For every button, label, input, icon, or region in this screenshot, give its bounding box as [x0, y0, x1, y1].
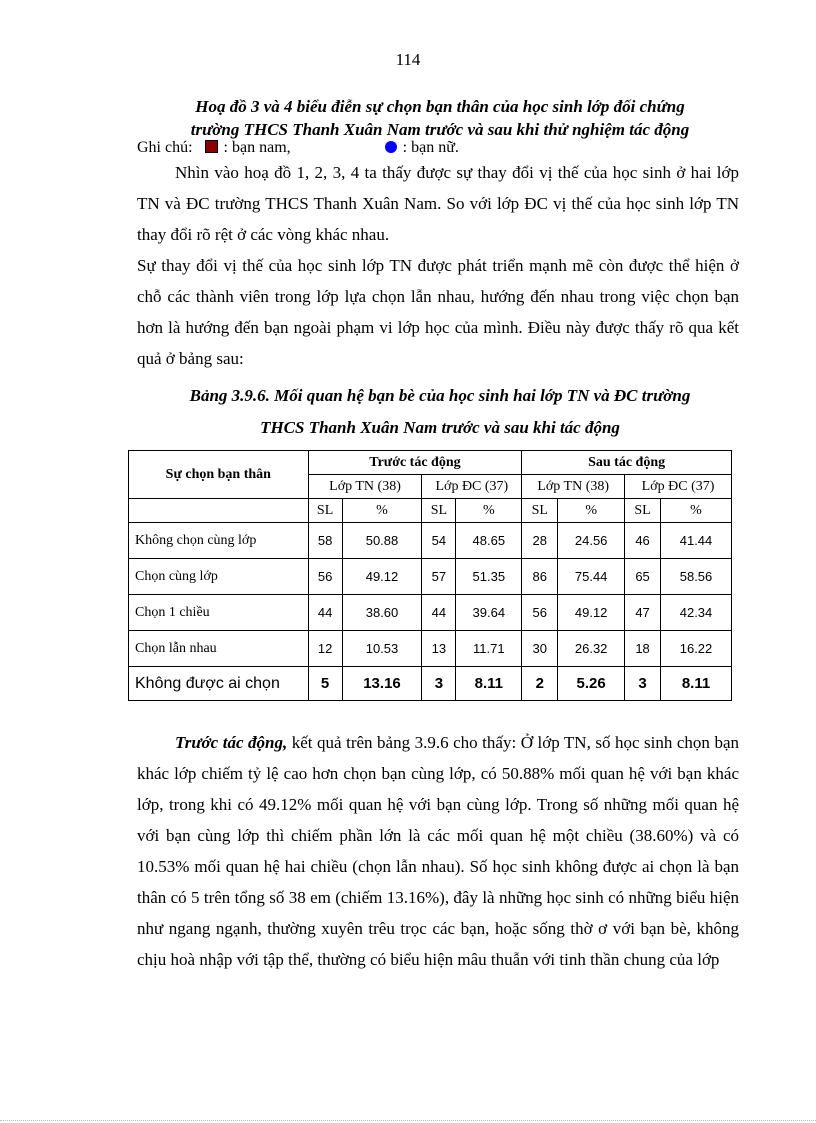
- legend-prefix: Ghi chú:: [137, 139, 193, 156]
- paragraph-1: Nhìn vào hoạ đồ 1, 2, 3, 4 ta thấy được sự thay đổi vị thế của học sinh ở hai lớp TN và ĐC trường THCS Thanh Xuân Nam. So với lớp ĐC vị thế của học sinh lớp TN thay đổi rõ rệt ở các vòng khác nhau.: [137, 163, 739, 244]
- unit-sl: SL: [422, 499, 456, 523]
- legend-male: : bạn nam,: [223, 139, 291, 156]
- row-header: Sự chọn bạn thân: [129, 451, 309, 499]
- table-unit-row: [129, 499, 732, 523]
- table-header-row: [129, 451, 732, 475]
- square-marker-icon: [205, 140, 218, 153]
- table-row: [129, 595, 732, 631]
- cell: 18: [625, 631, 661, 667]
- cell: 30: [522, 631, 558, 667]
- table-row: [129, 631, 732, 667]
- unit-pct: %: [456, 499, 522, 523]
- figure-caption-line-1: Hoạ đồ 3 và 4 biểu điễn sự chọn bạn thân của học sinh lớp đối chứng: [195, 97, 685, 116]
- cell: 57: [422, 559, 456, 595]
- class-dc-after: Lớp ĐC (37): [625, 475, 732, 499]
- legend: [137, 139, 459, 157]
- class-dc-before: Lớp ĐC (37): [422, 475, 522, 499]
- paragraph-3-lead: Trước tác động,: [175, 733, 288, 752]
- cell: 86: [522, 559, 558, 595]
- cell: 46: [625, 523, 661, 559]
- cell: 48.65: [456, 523, 522, 559]
- unit-sl: SL: [625, 499, 661, 523]
- cell: 38.60: [342, 595, 422, 631]
- class-tn-after: Lớp TN (38): [522, 475, 625, 499]
- cell: 47: [625, 595, 661, 631]
- legend-female: : bạn nữ.: [402, 139, 459, 156]
- row-label: Chọn lẫn nhau: [129, 631, 309, 667]
- friendship-table: [128, 450, 732, 701]
- cell: 5: [308, 667, 342, 701]
- cell: 50.88: [342, 523, 422, 559]
- figure-caption: [120, 95, 760, 141]
- paragraph-3: [137, 727, 739, 975]
- paragraph-3-text: kết quả trên bảng 3.9.6 cho thấy: Ở lớp TN, số học sinh chọn bạn khác lớp chiếm tỷ lệ cao hơn chọn bạn cùng lớp, có 50.88% mối quan hệ với bạn khác lớp, trong khi có 49.12% mối quan hệ với bạn cùng lớp. Trong số những mối quan hệ với bạn cùng lớp thì chiếm phần lớn là các mối quan hệ một chiều (38.60%) và có 10.53% mối quan hệ hai chiều (chọn lẫn nhau). Số học sinh không được ai chọn là bạn thân có 5 trên tổng số 38 em (chiếm 13.16%), đây là những học sinh có những biểu hiện như ngang ngạnh, thường xuyên trêu trọc các bạn, hoặc sống thờ ơ với bạn bè, không chịu hoà nhập với tập thể, thường có biểu hiện mâu thuẫn với tinh thần chung của lớp: [137, 733, 739, 969]
- cell: 12: [308, 631, 342, 667]
- cell: 13: [422, 631, 456, 667]
- unit-sl: SL: [308, 499, 342, 523]
- unit-pct: %: [558, 499, 625, 523]
- cell: 3: [422, 667, 456, 701]
- cell: 8.11: [456, 667, 522, 701]
- paragraph-2: Sự thay đổi vị thế của học sinh lớp TN được phát triển mạnh mẽ còn được thể hiện ở chỗ các thành viên trong lớp lựa chọn lẫn nhau, hướng đến nhau trong việc chọn bạn hơn là hướng đến bạn ngoài phạm vi lớp học của mình. Điều này được thấy rõ qua kết quả ở bảng sau:: [137, 256, 739, 368]
- cell: 54: [422, 523, 456, 559]
- circle-marker-icon: [385, 141, 397, 153]
- cell: 11.71: [456, 631, 522, 667]
- cell: 5.26: [558, 667, 625, 701]
- unit-pct: %: [342, 499, 422, 523]
- table-row: [129, 523, 732, 559]
- row-label: Không được ai chọn: [129, 667, 309, 701]
- cell: 44: [422, 595, 456, 631]
- cell: 28: [522, 523, 558, 559]
- cell: 65: [625, 559, 661, 595]
- cell: 58: [308, 523, 342, 559]
- cell: 3: [625, 667, 661, 701]
- class-tn-before: Lớp TN (38): [308, 475, 422, 499]
- row-label: Không chọn cùng lớp: [129, 523, 309, 559]
- table-caption-line-1: Bảng 3.9.6. Mối quan hệ bạn bè của học sinh hai lớp TN và ĐC trường: [189, 386, 691, 405]
- figure-caption-line-2: trường THCS Thanh Xuân Nam trước và sau khi thử nghiệm tác động: [190, 120, 690, 139]
- cell: 41.44: [661, 523, 732, 559]
- table-row: [129, 667, 732, 701]
- cell: 75.44: [558, 559, 625, 595]
- page-number: 114: [395, 50, 421, 69]
- unit-pct: %: [661, 499, 732, 523]
- row-label: Chọn cùng lớp: [129, 559, 309, 595]
- table-caption-line-2: THCS Thanh Xuân Nam trước và sau khi tác động: [260, 418, 620, 437]
- cell: 42.34: [661, 595, 732, 631]
- table-row: [129, 559, 732, 595]
- group-before: Trước tác động: [308, 451, 522, 475]
- page-bottom-divider: [0, 1120, 816, 1121]
- cell: 49.12: [342, 559, 422, 595]
- cell: 10.53: [342, 631, 422, 667]
- unit-sl: SL: [522, 499, 558, 523]
- cell: 56: [308, 559, 342, 595]
- group-after: Sau tác động: [522, 451, 732, 475]
- cell: 56: [522, 595, 558, 631]
- cell: 44: [308, 595, 342, 631]
- cell: 2: [522, 667, 558, 701]
- cell: 24.56: [558, 523, 625, 559]
- cell: 26.32: [558, 631, 625, 667]
- cell: 13.16: [342, 667, 422, 701]
- cell: 8.11: [661, 667, 732, 701]
- cell: 16.22: [661, 631, 732, 667]
- cell: 58.56: [661, 559, 732, 595]
- cell: 49.12: [558, 595, 625, 631]
- row-label: Chọn 1 chiều: [129, 595, 309, 631]
- cell: 39.64: [456, 595, 522, 631]
- cell: 51.35: [456, 559, 522, 595]
